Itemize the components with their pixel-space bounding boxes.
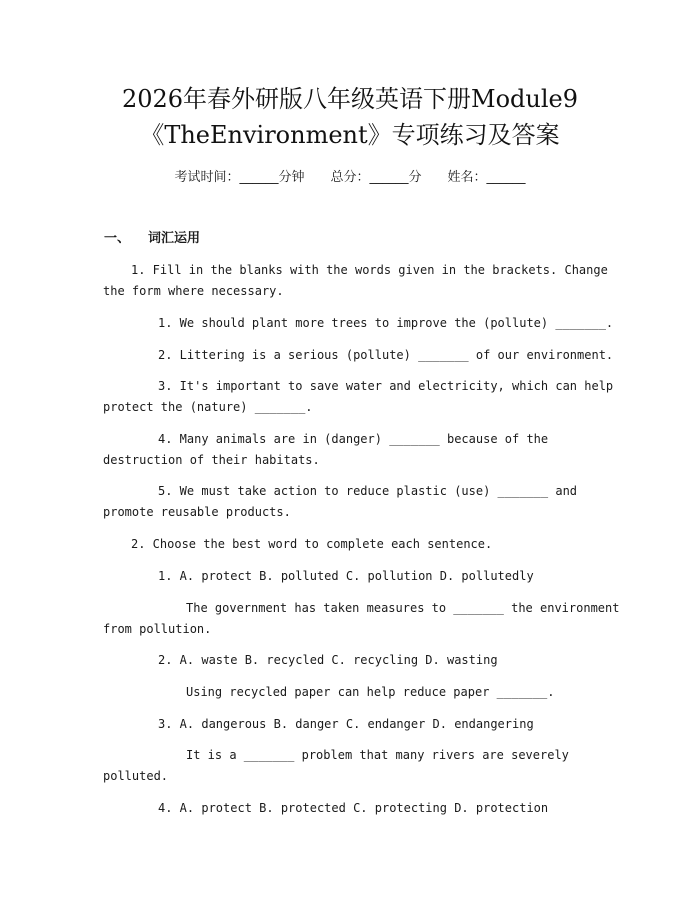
exam-time-field: 考试时间：______分钟 bbox=[174, 170, 305, 185]
question-1-instruction: 1. Fill in the blanks with the words given in the brackets. Change bbox=[131, 263, 608, 277]
exam-score-field: 总分：______分 bbox=[330, 170, 422, 185]
fill-item-4-cont: destruction of their habitats. bbox=[103, 453, 320, 467]
document-title-line-1: 2026年春外研版八年级英语下册Module9 bbox=[121, 85, 579, 113]
choice-item-3-options: 3. A. dangerous B. danger C. endanger D. endangering bbox=[158, 717, 534, 731]
fill-item-1: 1. We should plant more trees to improve the (pollute) _______. bbox=[158, 316, 614, 330]
choice-item-2-sentence: Using recycled paper can help reduce paper _______. bbox=[186, 685, 555, 699]
choice-item-2-options: 2. A. waste B. recycled C. recycling D. wasting bbox=[158, 653, 498, 667]
choice-item-4-options: 4. A. protect B. protected C. protecting D. protection bbox=[158, 801, 549, 815]
question-2-instruction: 2. Choose the best word to complete each sentence. bbox=[131, 537, 493, 551]
exam-info bbox=[0, 168, 700, 188]
choice-item-3-sentence: It is a _______ problem that many rivers are severely bbox=[186, 748, 569, 762]
fill-item-3: 3. It's important to save water and electricity, which can help bbox=[158, 379, 614, 393]
choice-item-3-sentence-cont: polluted. bbox=[103, 769, 169, 783]
fill-item-3-cont: protect the (nature) _______. bbox=[103, 400, 313, 414]
fill-item-2: 2. Littering is a serious (pollute) _______ of our environment. bbox=[158, 348, 614, 362]
choice-item-1-sentence-cont: from pollution. bbox=[103, 622, 212, 636]
section-title: 词汇运用 bbox=[148, 231, 201, 246]
question-1-instruction-cont: the form where necessary. bbox=[103, 284, 284, 298]
section-heading bbox=[104, 229, 200, 249]
choice-item-1-options: 1. A. protect B. polluted C. pollution D. pollutedly bbox=[158, 569, 534, 583]
fill-item-5: 5. We must take action to reduce plastic (use) _______ and bbox=[158, 484, 578, 498]
section-number: 一、 bbox=[104, 231, 131, 246]
exam-name-field: 姓名：______ bbox=[447, 170, 526, 185]
choice-item-1-sentence: The government has taken measures to _______ the environment bbox=[186, 601, 620, 615]
document-title-line-2: 《TheEnvironment》专项练习及答案 bbox=[140, 121, 560, 149]
fill-item-5-cont: promote reusable products. bbox=[103, 505, 291, 519]
fill-item-4: 4. Many animals are in (danger) _______ because of the bbox=[158, 432, 549, 446]
